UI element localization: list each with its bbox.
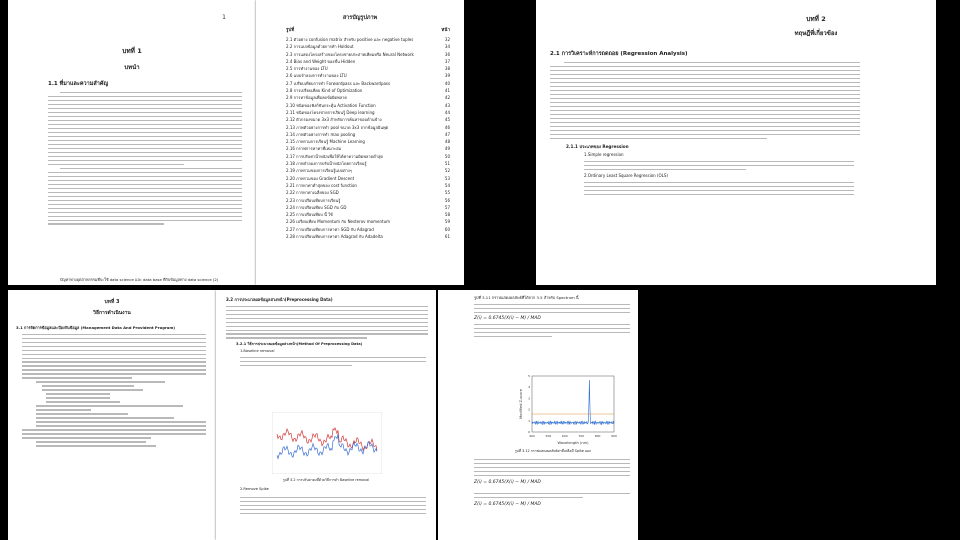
x-tick-label: 700 bbox=[578, 434, 585, 438]
chapter-title: ทฤษฎีที่เกี่ยวข้อง bbox=[794, 30, 838, 37]
x-tick-label: 600 bbox=[561, 434, 568, 438]
section-heading: 2.1 การวิเคราะห์การถดถอย (Regression Analysis) bbox=[550, 51, 688, 57]
chart-frame bbox=[272, 412, 382, 474]
toc-entry bbox=[286, 204, 450, 211]
figure-caption: รูปที่ 3.12 กราฟแสดงผลลัพธ์ค่าที่เหลือมี Spike ออก bbox=[514, 449, 592, 453]
toc-entry-label: 2.13 ภาพตัวอย่างการทำ pool ขนาด 3x3 จากข้อมูลอินพุต bbox=[286, 124, 389, 130]
toc-entry-label: 2.5 การทำงานของ LTU bbox=[286, 66, 328, 72]
toc-entry-label: 2.9 การหาข้อมูลเพื่อลดข้อผิดพลาด bbox=[286, 95, 348, 101]
toc-entry-label: 2.20 ภาพรวมของ Gradient Descent bbox=[286, 175, 355, 181]
toc-entry bbox=[286, 211, 450, 218]
page-modified-z-score bbox=[438, 290, 638, 540]
toc-entry-page: 44 bbox=[444, 109, 450, 115]
toc-entry bbox=[286, 124, 450, 131]
toc-entry-page: 60 bbox=[444, 226, 450, 232]
toc-entry bbox=[286, 87, 450, 94]
toc-entry-page: 45 bbox=[444, 117, 450, 123]
toc-list bbox=[286, 36, 450, 240]
toc-entry-label: 2.4 Bias and Weight ของชั้น Hidden bbox=[286, 58, 356, 64]
toc-entry-page: 42 bbox=[444, 95, 450, 101]
toc-entry bbox=[286, 175, 450, 182]
section-heading: 3.2 การประมวลผลข้อมูลล่วงหน้า(Preprocessing Data) bbox=[226, 297, 333, 302]
toc-entry-page: 48 bbox=[444, 139, 450, 145]
toc-entry-page: 53 bbox=[444, 175, 450, 181]
subsection-heading: 3.2.1 วิธีการประมวลผลข้อมูลล่วงหน้า(Method Of Preprocessing Data) bbox=[236, 342, 363, 347]
toc-entry-page: 52 bbox=[444, 168, 450, 174]
toc-entry bbox=[286, 116, 450, 123]
toc-entry bbox=[286, 43, 450, 50]
toc-entry bbox=[286, 131, 450, 138]
remove-spike-item: 2.Remove Spike bbox=[240, 487, 269, 491]
toc-title: สารบัญรูปภาพ bbox=[342, 15, 378, 21]
body-text bbox=[48, 92, 242, 225]
toc-entry-page: 50 bbox=[444, 153, 450, 159]
toc-entry-page: 58 bbox=[444, 212, 450, 218]
y-tick-label: 3 bbox=[528, 396, 530, 401]
chapter-label: บทที่ 1 bbox=[122, 47, 142, 55]
toc-entry-page: 36 bbox=[444, 51, 450, 57]
x-tick-label: 900 bbox=[611, 434, 617, 438]
formula-1: Z(i) = 0.6745(X(i) − M) / MAD bbox=[474, 315, 541, 321]
toc-entry bbox=[286, 94, 450, 101]
y-tick-label: 1 bbox=[528, 418, 530, 423]
toc-entry-label: 2.26 เปรียบเทียบ Momentum กับ Nesterov momentum bbox=[286, 219, 391, 225]
toc-entry bbox=[286, 65, 450, 72]
toc-entry-label: 2.17 การปรับค่าน้ำหนักเพื่อให้ได้ค่าความผิดพลาดต่ำสุด bbox=[286, 153, 384, 159]
zscore-chart bbox=[518, 374, 618, 446]
chapter-title: วิธีการดำเนินงาน bbox=[93, 310, 131, 316]
toc-entry bbox=[286, 102, 450, 109]
toc-entry bbox=[286, 167, 450, 174]
toc-entry-page: 32 bbox=[444, 37, 450, 42]
body-text bbox=[550, 62, 860, 139]
toc-entry-label: 2.19 ภาพรวมของการเรียนรู้แบบต่างๆ bbox=[286, 168, 352, 174]
regression-item-1: 1.Simple regression bbox=[584, 152, 624, 158]
toc-entry-label: 2.11 ชนิดของโครงข่ายการเรียนรู้ Deep learning bbox=[286, 109, 375, 115]
x-tick-label: 500 bbox=[545, 434, 552, 438]
toc-entry-page: 46 bbox=[444, 124, 450, 130]
toc-entry bbox=[286, 51, 450, 58]
section-heading: 1.1 ที่มาและความสำคัญ bbox=[48, 81, 109, 87]
x-axis-label: Wavelength (nm) bbox=[557, 441, 589, 445]
toc-entry-label: 2.27 การเปรียบเทียบการหาค่า SGD กับ Adagrad bbox=[286, 226, 374, 232]
section-heading: 3.1 การจัดการข้อมูลและป้องกันข้อมูล (Management Data And Provident Program) bbox=[16, 325, 176, 330]
toc-entry-page: 61 bbox=[444, 234, 450, 240]
toc-entry bbox=[286, 182, 450, 189]
baseline-chart bbox=[272, 412, 382, 474]
toc-header bbox=[286, 26, 450, 33]
toc-entry bbox=[286, 138, 450, 145]
toc-entry-label: 2.16 กราฟการหาค่าที่เหมาะสม bbox=[286, 146, 342, 152]
toc-entry bbox=[286, 218, 450, 225]
toc-entry-page: 57 bbox=[444, 204, 450, 210]
toc-entry-label: 2.14 ภาพตัวอย่างการทำ max pooling bbox=[286, 131, 356, 137]
toc-entry-label: 2.12 ตัวกรองขนาด 3x3 สำหรับการค้นหาขอบด้านข้าง bbox=[286, 117, 382, 123]
caption-top: รูปที่ 3.11 กราฟแสดงผลลัพธ์ที่ได้จาก 3.5 สำหรับ Spectrum นี้ bbox=[474, 295, 579, 300]
toc-entry-label: 2.25 การเปรียบเทียบ นี้ ใช้ bbox=[286, 212, 333, 218]
body-text bbox=[22, 334, 206, 447]
toc-entry-label: 2.21 การหาค่าต่ำสุดของ cost function bbox=[286, 182, 357, 188]
col-figure: รูปที่ bbox=[286, 28, 295, 33]
subsection-heading: 2.1.1 ประเภทของ Regression bbox=[566, 144, 629, 150]
toc-entry bbox=[286, 58, 450, 65]
toc-entry-page: 55 bbox=[444, 190, 450, 196]
toc-entry bbox=[286, 226, 450, 233]
y-tick-label: 2 bbox=[528, 407, 530, 412]
page-preprocessing bbox=[216, 290, 436, 540]
toc-entry bbox=[286, 197, 450, 204]
last-line: ปัญหาทางอุตสาหกรรมที่จะใช้ data science และ data base ที่กับข้อมูลทาง data science (2) bbox=[60, 277, 219, 282]
toc-entry bbox=[286, 233, 450, 240]
toc-entry-label: 2.22 การหาค่าเฉลี่ยของ SGD bbox=[286, 190, 339, 196]
toc-entry-page: 38 bbox=[444, 66, 450, 72]
page-chapter-2 bbox=[536, 0, 936, 285]
toc-entry-page: 49 bbox=[444, 146, 450, 152]
toc-entry-page: 41 bbox=[444, 88, 450, 94]
toc-entry bbox=[286, 80, 450, 87]
toc-entry-label: 2.2 การแบ่งข้อมูลด้วยการทำ Holdout bbox=[286, 44, 354, 50]
toc-entry-page: 43 bbox=[444, 102, 450, 108]
toc-entry-label: 2.1 ตัวอย่าง confusion matrix สำหรับ positive และ negative tuples bbox=[286, 37, 414, 42]
regression-item-2: 2.Ordinary Least Square Regression (OLS) bbox=[584, 173, 668, 179]
toc-entry-page: 37 bbox=[444, 58, 450, 64]
x-tick-label: 400 bbox=[529, 434, 535, 438]
toc-entry-page: 56 bbox=[444, 197, 450, 203]
toc-entry-label: 2.8 การเปรียบเทียบ Kind of Optimization bbox=[286, 88, 363, 94]
page-list-of-figures bbox=[256, 0, 464, 285]
y-axis-label: Modified Z-score bbox=[519, 389, 523, 419]
toc-entry bbox=[286, 36, 450, 43]
toc-entry bbox=[286, 160, 450, 167]
y-tick-label: 5 bbox=[528, 374, 530, 378]
page-chapter-1 bbox=[8, 0, 256, 285]
body-text bbox=[226, 306, 428, 339]
toc-entry bbox=[286, 109, 450, 116]
toc-entry-label: 2.15 ภาพรวมการเรียนรู้ Machine Learning bbox=[286, 139, 365, 145]
toc-entry bbox=[286, 72, 450, 79]
toc-entry-label: 2.23 การเปรียบเทียบการเรียนรู้ bbox=[286, 197, 341, 203]
toc-entry-label: 2.28 การเปรียบเทียบการหาค่า Adagrad กับ Adadelta bbox=[286, 234, 383, 240]
toc-entry bbox=[286, 145, 450, 152]
toc-entry-page: 51 bbox=[444, 161, 450, 167]
formula-2: Z(i) = 0.6745(X(i) − M) / MAD bbox=[474, 480, 541, 485]
chapter-label: บทที่ 3 bbox=[104, 299, 120, 305]
formula-3: Z(i) = 0.6745(X(i) − M) / MAD bbox=[474, 502, 541, 507]
toc-entry bbox=[286, 189, 450, 196]
y-tick-label: 4 bbox=[528, 385, 530, 390]
page-number: 1 bbox=[222, 14, 226, 21]
toc-entry-label: 2.10 ชนิดของฟังก์ชันกระตุ้น Activation Function bbox=[286, 102, 376, 108]
baseline-removal-item: 1.Baseline removal bbox=[240, 349, 275, 354]
toc-entry-page: 54 bbox=[444, 182, 450, 188]
figure-caption: รูปที่ 3.2 การปรับค่าคงที่ด้วยวิธีการทำ Baseline removal bbox=[282, 478, 370, 482]
x-tick-label: 800 bbox=[594, 434, 601, 438]
chapter-title: บทนำ bbox=[124, 64, 140, 71]
toc-entry-page: 47 bbox=[444, 131, 450, 137]
toc-entry-page: 34 bbox=[444, 44, 450, 50]
toc-entry-label: 2.18 ภาพจำลองการปรับน้ำหนักโดยการเรียนรู้ bbox=[286, 161, 367, 167]
col-page: หน้า bbox=[441, 28, 450, 33]
toc-entry-page: 40 bbox=[444, 80, 450, 86]
y-tick-label: 0 bbox=[528, 430, 530, 434]
toc-entry-page: 59 bbox=[444, 219, 450, 225]
toc-entry-page: 39 bbox=[444, 73, 450, 79]
toc-entry-label: 2.3 การแสดงโครงสร้างของโครงข่ายประสาทเทียมหรือ Neural Network bbox=[286, 51, 414, 57]
toc-entry bbox=[286, 153, 450, 160]
toc-entry-label: 2.6 แบบจำลองการทำงานของ LTU bbox=[286, 73, 347, 79]
chapter-label: บทที่ 2 bbox=[806, 15, 826, 23]
page-chapter-3 bbox=[8, 290, 216, 540]
toc-entry-label: 2.24 การเปรียบเทียบ SGD กับ GD bbox=[286, 204, 347, 210]
toc-entry-label: 2.7 เปรียบเทียบการทำ Forwardpass และ Backwardpass bbox=[286, 80, 391, 86]
